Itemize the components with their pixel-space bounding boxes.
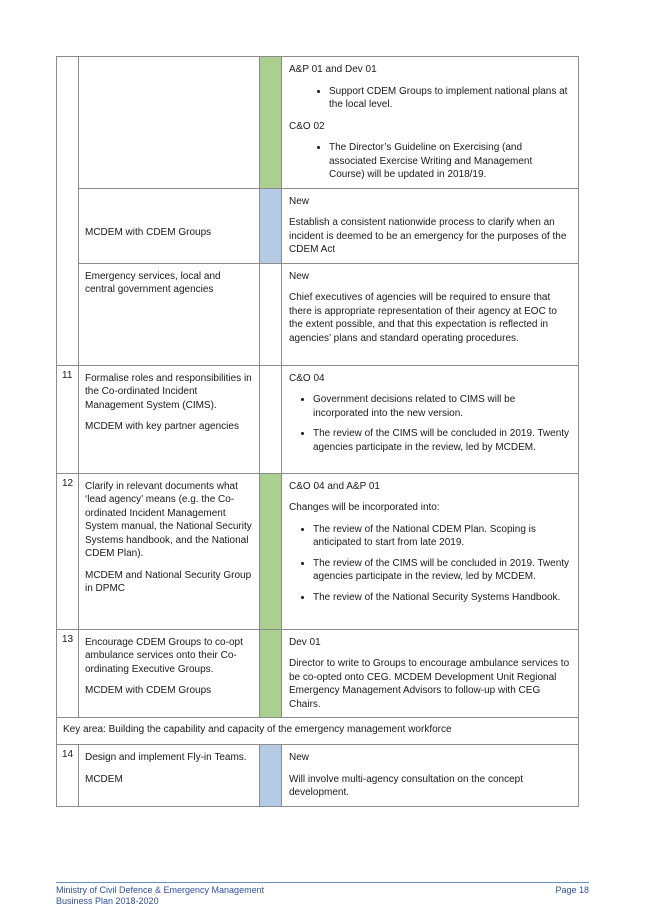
detail-bullets: [289, 393, 570, 454]
key-area-row: [57, 718, 579, 745]
detail-text: Will involve multi-agency consultation on the concept development.: [289, 773, 524, 798]
detail-cell: [282, 745, 579, 807]
status-stripe-empty: [260, 263, 282, 365]
status-stripe-blue: [260, 745, 282, 807]
lead-agency: MCDEM with CDEM Groups: [85, 226, 212, 238]
detail-text: Changes will be incorporated into:: [289, 502, 440, 513]
page-number: Page 18: [555, 885, 589, 895]
row-number-cell: [57, 57, 79, 366]
status-stripe-green: [260, 57, 282, 189]
action-cell: [79, 188, 260, 263]
detail-heading: C&O 04: [289, 372, 325, 384]
status-label: New: [289, 270, 310, 282]
list-item: • Support CDEM Groups to implement national plans at the local level.: [329, 85, 570, 112]
list-item: • The review of the CIMS will be concluded in 2019. Twenty agencies participate in the review, led by MCDEM.: [313, 427, 570, 454]
detail-cell: [282, 188, 579, 263]
status-label: New: [289, 752, 310, 763]
status-stripe-green: [260, 629, 282, 718]
detail-text: Chief executives of agencies will be required to ensure that there is appropriate representation of their agency at EOC to the extent possible, and that this expectation is reflected in agencies’ plans and standard operating procedures.: [289, 292, 557, 344]
status-stripe-empty: [260, 365, 282, 473]
detail-heading: A&P 01 and Dev 01: [289, 64, 377, 75]
action-cell: [79, 57, 260, 189]
table-row: [57, 629, 579, 718]
action-cell: [79, 473, 260, 629]
detail-heading: Dev 01: [289, 636, 321, 648]
detail-bullets: [289, 141, 570, 182]
detail-cell: [282, 57, 579, 189]
action-cell: [79, 365, 260, 473]
action-text: Encourage CDEM Groups to co-opt ambulance services onto their Co-ordinating Executive Groups.: [85, 636, 243, 675]
detail-cell: [282, 365, 579, 473]
detail-bullets: [289, 85, 570, 112]
action-cell: [79, 629, 260, 718]
list-item: • The review of the National CDEM Plan. Scoping is anticipated to start from late 2019.: [313, 523, 570, 550]
list-item: • The Director’s Guideline on Exercising (and associated Exercise Writing and Management Course) will be updated in 2018/19.: [329, 141, 570, 182]
status-label: New: [289, 195, 310, 207]
table-row: [57, 473, 579, 629]
action-text: Clarify in relevant documents what ‘lead agency’ means (e.g. the Co-ordinated Incident Management System manual, the National Security Systems handbook, and the National CDEM Plan).: [85, 480, 252, 559]
footer-doc: Business Plan 2018-2020: [56, 896, 159, 906]
table-row: [57, 365, 579, 473]
action-text: Formalise roles and responsibilities in the Co-ordinated Incident Management System (CIMS).: [85, 372, 252, 411]
action-text: Design and implement Fly-in Teams.: [85, 752, 247, 763]
row-number: 11: [57, 365, 79, 473]
table-row: [57, 263, 579, 365]
lead-agency: MCDEM: [85, 773, 123, 785]
detail-heading: C&O 02: [289, 120, 325, 132]
row-number: 13: [57, 629, 79, 718]
action-cell: [79, 263, 260, 365]
detail-cell: [282, 473, 579, 629]
page-footer: [56, 882, 589, 907]
table-row: [57, 745, 579, 807]
list-item: • The review of the CIMS will be concluded in 2019. Twenty agencies participate in the review, led by MCDEM.: [313, 557, 570, 584]
table-row: [57, 57, 579, 189]
key-area-heading: Key area: Building the capability and capacity of the emergency management workforce: [57, 718, 579, 745]
detail-text: Director to write to Groups to encourage ambulance services to be co-opted onto CEG. MCDEM Development Unit Regional Emergency Management Advisors to follow-up with CEG Chairs.: [289, 658, 570, 710]
lead-agency: MCDEM with key partner agencies: [85, 421, 239, 432]
table-row: [57, 188, 579, 263]
detail-text: Establish a consistent nationwide process to clarify when an incident is deemed to be an emergency for the purposes of the CDEM Act: [289, 217, 567, 255]
detail-cell: [282, 263, 579, 365]
lead-agency: MCDEM and National Security Group in DPMC: [85, 569, 252, 594]
lead-agency: Emergency services, local and central government agencies: [85, 270, 221, 295]
detail-heading: C&O 04 and A&P 01: [289, 480, 380, 492]
detail-bullets: [289, 523, 570, 605]
business-plan-table: [56, 56, 579, 807]
row-number: 12: [57, 473, 79, 629]
status-stripe-blue: [260, 188, 282, 263]
status-stripe-green: [260, 473, 282, 629]
footer-org: Ministry of Civil Defence & Emergency Management: [56, 885, 265, 895]
detail-cell: [282, 629, 579, 718]
action-cell: [79, 745, 260, 807]
lead-agency: MCDEM with CDEM Groups: [85, 685, 212, 696]
list-item: • Government decisions related to CIMS will be incorporated into the new version.: [313, 393, 570, 420]
row-number: 14: [57, 745, 79, 807]
list-item: • The review of the National Security Systems Handbook.: [313, 591, 570, 605]
